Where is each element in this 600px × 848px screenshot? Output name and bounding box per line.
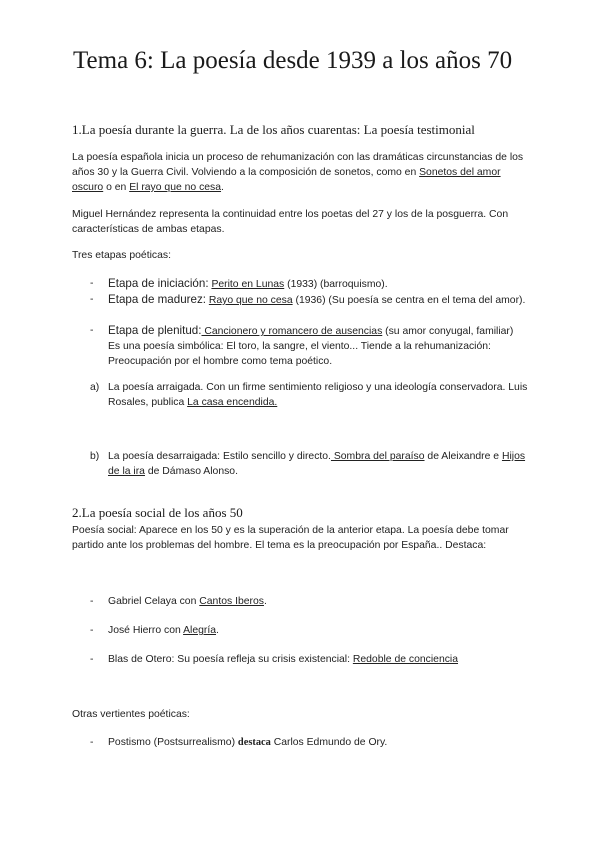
item-text: de Dámaso Alonso.	[144, 466, 238, 477]
work-title: Cantos Iberos	[199, 596, 264, 607]
work-title-el-rayo: El rayo que no cesa	[129, 182, 222, 193]
bold-word: destaca	[237, 737, 271, 748]
item-text: .	[263, 596, 267, 607]
work-title: Alegría	[183, 625, 217, 636]
stage-description: (1933) (barroquismo).	[284, 279, 388, 290]
list-item-text	[108, 735, 528, 750]
stage-label: Etapa de plenitud:	[108, 324, 202, 337]
work-title: Hijos de la ira	[108, 451, 526, 477]
list-marker: b)	[90, 451, 100, 462]
list-marker: -	[90, 325, 94, 336]
list-item-text	[108, 323, 528, 369]
list-marker: -	[90, 294, 94, 305]
paragraph-text: La poesía española inicia un proceso de rehumanización con las dramáticas circunstancias de los años 30 y la Guerra Civil. Volviendo a la composición de sonetos, como en	[72, 152, 524, 178]
section-2-paragraph-2: Otras vertientes poéticas:	[72, 709, 190, 720]
work-title: Sombra del paraíso	[330, 451, 425, 462]
list-marker: -	[90, 737, 94, 748]
list-item-text	[108, 449, 538, 479]
stage-label: Etapa de madurez:	[108, 293, 206, 306]
item-text: Postismo (Postsurrealismo)	[108, 737, 238, 748]
item-text: Blas de Otero: Su poesía refleja su crisis existencial:	[108, 654, 353, 665]
list-item-text	[108, 623, 528, 638]
work-title-sonetos: Sonetos del amor oscuro	[72, 167, 501, 193]
work-title: Perito en Lunas	[211, 279, 285, 290]
item-text: Carlos Edmundo de Ory.	[270, 737, 388, 748]
list-item-text	[108, 652, 528, 667]
list-marker: a)	[90, 382, 100, 393]
list-marker: -	[90, 278, 94, 289]
stage-label: Etapa de iniciación:	[108, 277, 209, 290]
paragraph-text: o en	[103, 182, 130, 193]
section-1-paragraph-1	[72, 150, 532, 195]
section-2-heading: 2.La poesía social de los años 50	[72, 505, 243, 520]
list-item-text	[108, 380, 528, 410]
list-item-text	[108, 292, 528, 308]
section-1-heading: 1.La poesía durante la guerra. La de los años cuarentas: La poesía testimonial	[72, 122, 475, 137]
work-title: Cancionero y romancero de ausencias	[201, 326, 383, 337]
list-marker: -	[90, 654, 94, 665]
page-title: Tema 6: La poesía desde 1939 a los años 70	[73, 47, 513, 74]
list-marker: -	[90, 625, 94, 636]
paragraph-text: .	[221, 182, 224, 193]
work-title: Rayo que no cesa	[208, 295, 293, 306]
item-text: La poesía arraigada. Con un firme sentimiento religioso y una ideología conservadora. Luis Rosales, publica	[108, 382, 528, 408]
work-title: Redoble de conciencia	[352, 654, 459, 665]
list-marker: -	[90, 596, 94, 607]
stage-description: (1936) (Su poesía se centra en el tema del amor).	[292, 295, 526, 306]
list-item-text	[108, 594, 528, 609]
section-2-paragraph-1: Poesía social: Aparece en los 50 y es la superación de la anterior etapa. La poesía debe tomar partido ante los problemas del hombre. El tema es la preocupación por España.. Destaca:	[72, 525, 509, 551]
work-title: La casa encendida.	[187, 397, 278, 408]
item-text: .	[216, 625, 219, 636]
item-text: José Hierro con	[108, 625, 184, 636]
list-item-text	[108, 276, 528, 292]
item-text: Gabriel Celaya con	[108, 596, 200, 607]
item-text: La poesía desarraigada: Estilo sencillo y directo.	[108, 451, 331, 462]
section-1-paragraph-2: Miguel Hernández representa la continuidad entre los poetas del 27 y los de la posguerra. Con características de ambas etapas.	[72, 209, 509, 235]
section-1-paragraph-3: Tres etapas poéticas:	[72, 250, 171, 261]
stage-description: (su amor conyugal, familiar) Es una poesía simbólica: El toro, la sangre, el viento... Tiende a la rehumanización: Preocupación por el hombre como tema poético.	[108, 326, 514, 367]
item-text: de Aleixandre e	[424, 451, 502, 462]
